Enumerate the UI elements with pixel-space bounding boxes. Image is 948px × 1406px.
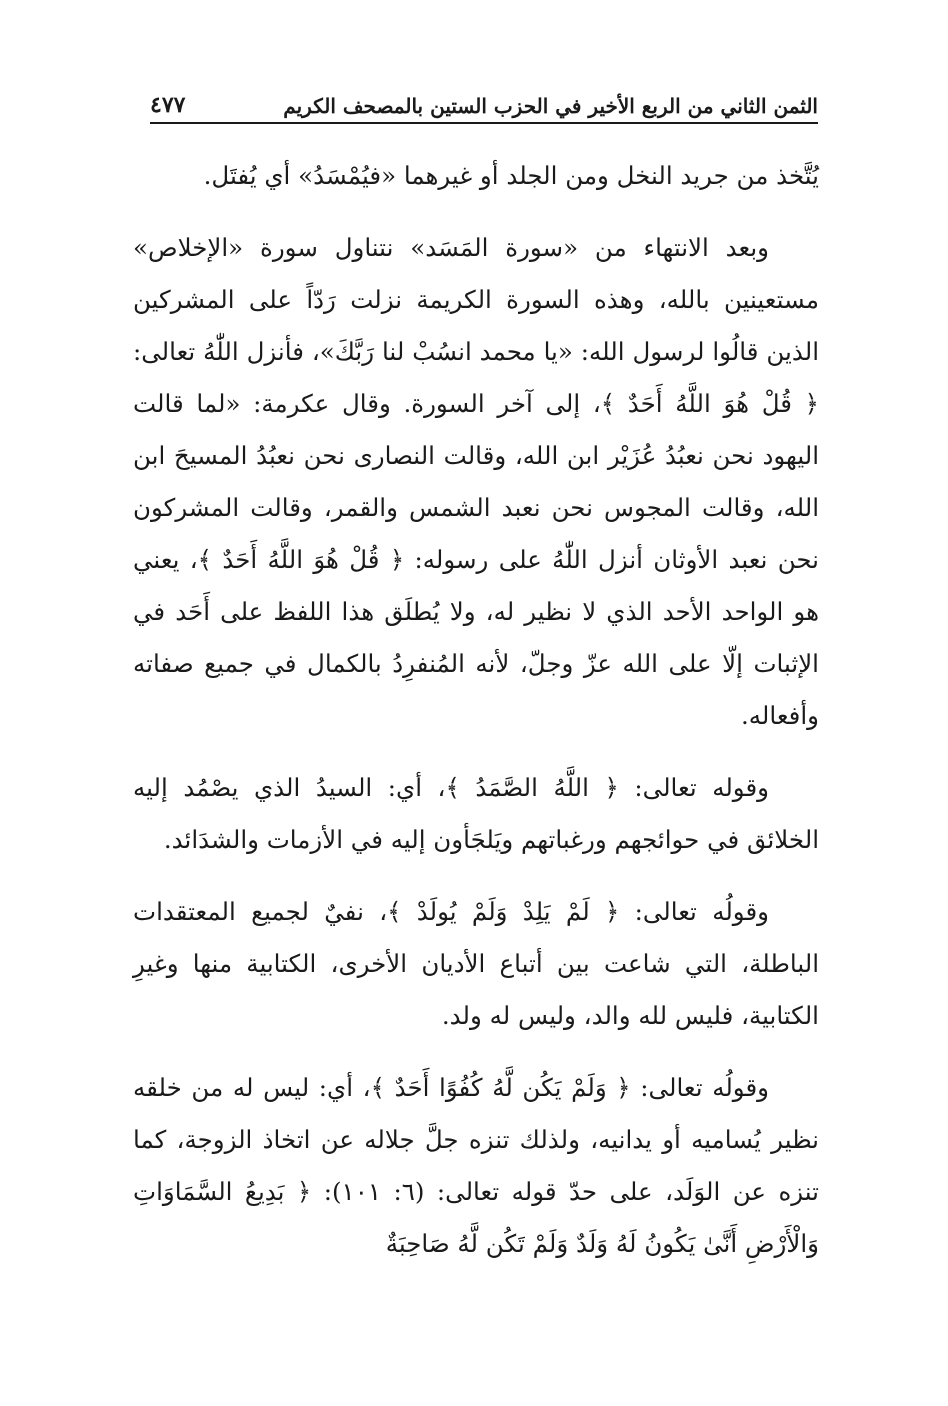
paragraph-lam-yalid: وقولُه تعالى: ﴿ لَمْ يَلِدْ وَلَمْ يُولَدْ ﴾، نفيٌ لجميع المعتقدات الباطلة، التي شاعت بين أتباع الأديان الأخرى، الكتابية منها وغيرِ الكتابية، فليس لله والد، وليس له ولد.	[133, 897, 819, 1030]
running-title: الثمن الثاني من الربع الأخير في الحزب الستين بالمصحف الكريم	[283, 94, 818, 118]
page-header	[150, 88, 818, 124]
paragraph-continuation: يُتَّخذ من جريد النخل ومن الجلد أو غيرهما «فيُمْسَدُ» أي يُفتَل.	[203, 161, 819, 190]
paragraph-ikhlas-intro: وبعد الانتهاء من «سورة المَسَد» نتناول سورة «الإخلاص» مستعينين بالله، وهذه السورة الكريمة نزلت رَدّاً على المشركين الذين قالُوا لرسول الله: «يا محمد انسُبْ لنا رَبَّكَ»، فأنزل اللّٰهُ تعالى: ﴿ قُلْ هُوَ اللَّهُ أَحَدٌ ﴾، إلى آخر السورة. وقال عكرمة: «لما قالت اليهود نحن نعبُدُ عُزَيْر ابن الله، وقالت النصارى نحن نعبُدُ المسيحَ ابن الله، وقالت المجوس نحن نعبد الشمس والقمر، وقالت المشركون نحن نعبد الأوثان أنزل اللّٰهُ على رسوله: ﴿ قُلْ هُوَ اللَّهُ أَحَدٌ ﴾، يعني هو الواحد الأحد الذي لا نظير له، ولا يُطلَق هذا اللفظ على أَحَد في الإثبات إلّا على الله عزّ وجلّ، لأنه المُنفرِدُ بالكمال في جميع صفاته وأفعاله.	[133, 233, 819, 730]
paragraph-kufuwan: وقولُه تعالى: ﴿ وَلَمْ يَكُن لَّهُ كُفُوًا أَحَدٌ ﴾، أي: ليس له من خلقه نظير يُساميه أو يدانيه، ولذلك تنزه جلَّ جلاله عن اتخاذ الزوجة، كما تنزه عن الوَلَد، على حدّ قوله تعالى: (٦: ١٠١): ﴿ بَدِيعُ السَّمَاوَاتِ وَالْأَرْضِ أَنَّىٰ يَكُونُ لَهُ وَلَدٌ وَلَمْ تَكُن لَّهُ صَاحِبَةٌ	[133, 1073, 820, 1258]
paragraph-samad: وقوله تعالى: ﴿ اللَّهُ الصَّمَدُ ﴾، أي: السيدُ الذي يصْمُد إليه الخلائق في حوائجهم ورغباتهم ويَلجَأون إليه في الأزمات والشدَائد.	[133, 773, 819, 854]
page-number: ٤٧٧	[150, 92, 186, 118]
page-body	[133, 150, 819, 1270]
